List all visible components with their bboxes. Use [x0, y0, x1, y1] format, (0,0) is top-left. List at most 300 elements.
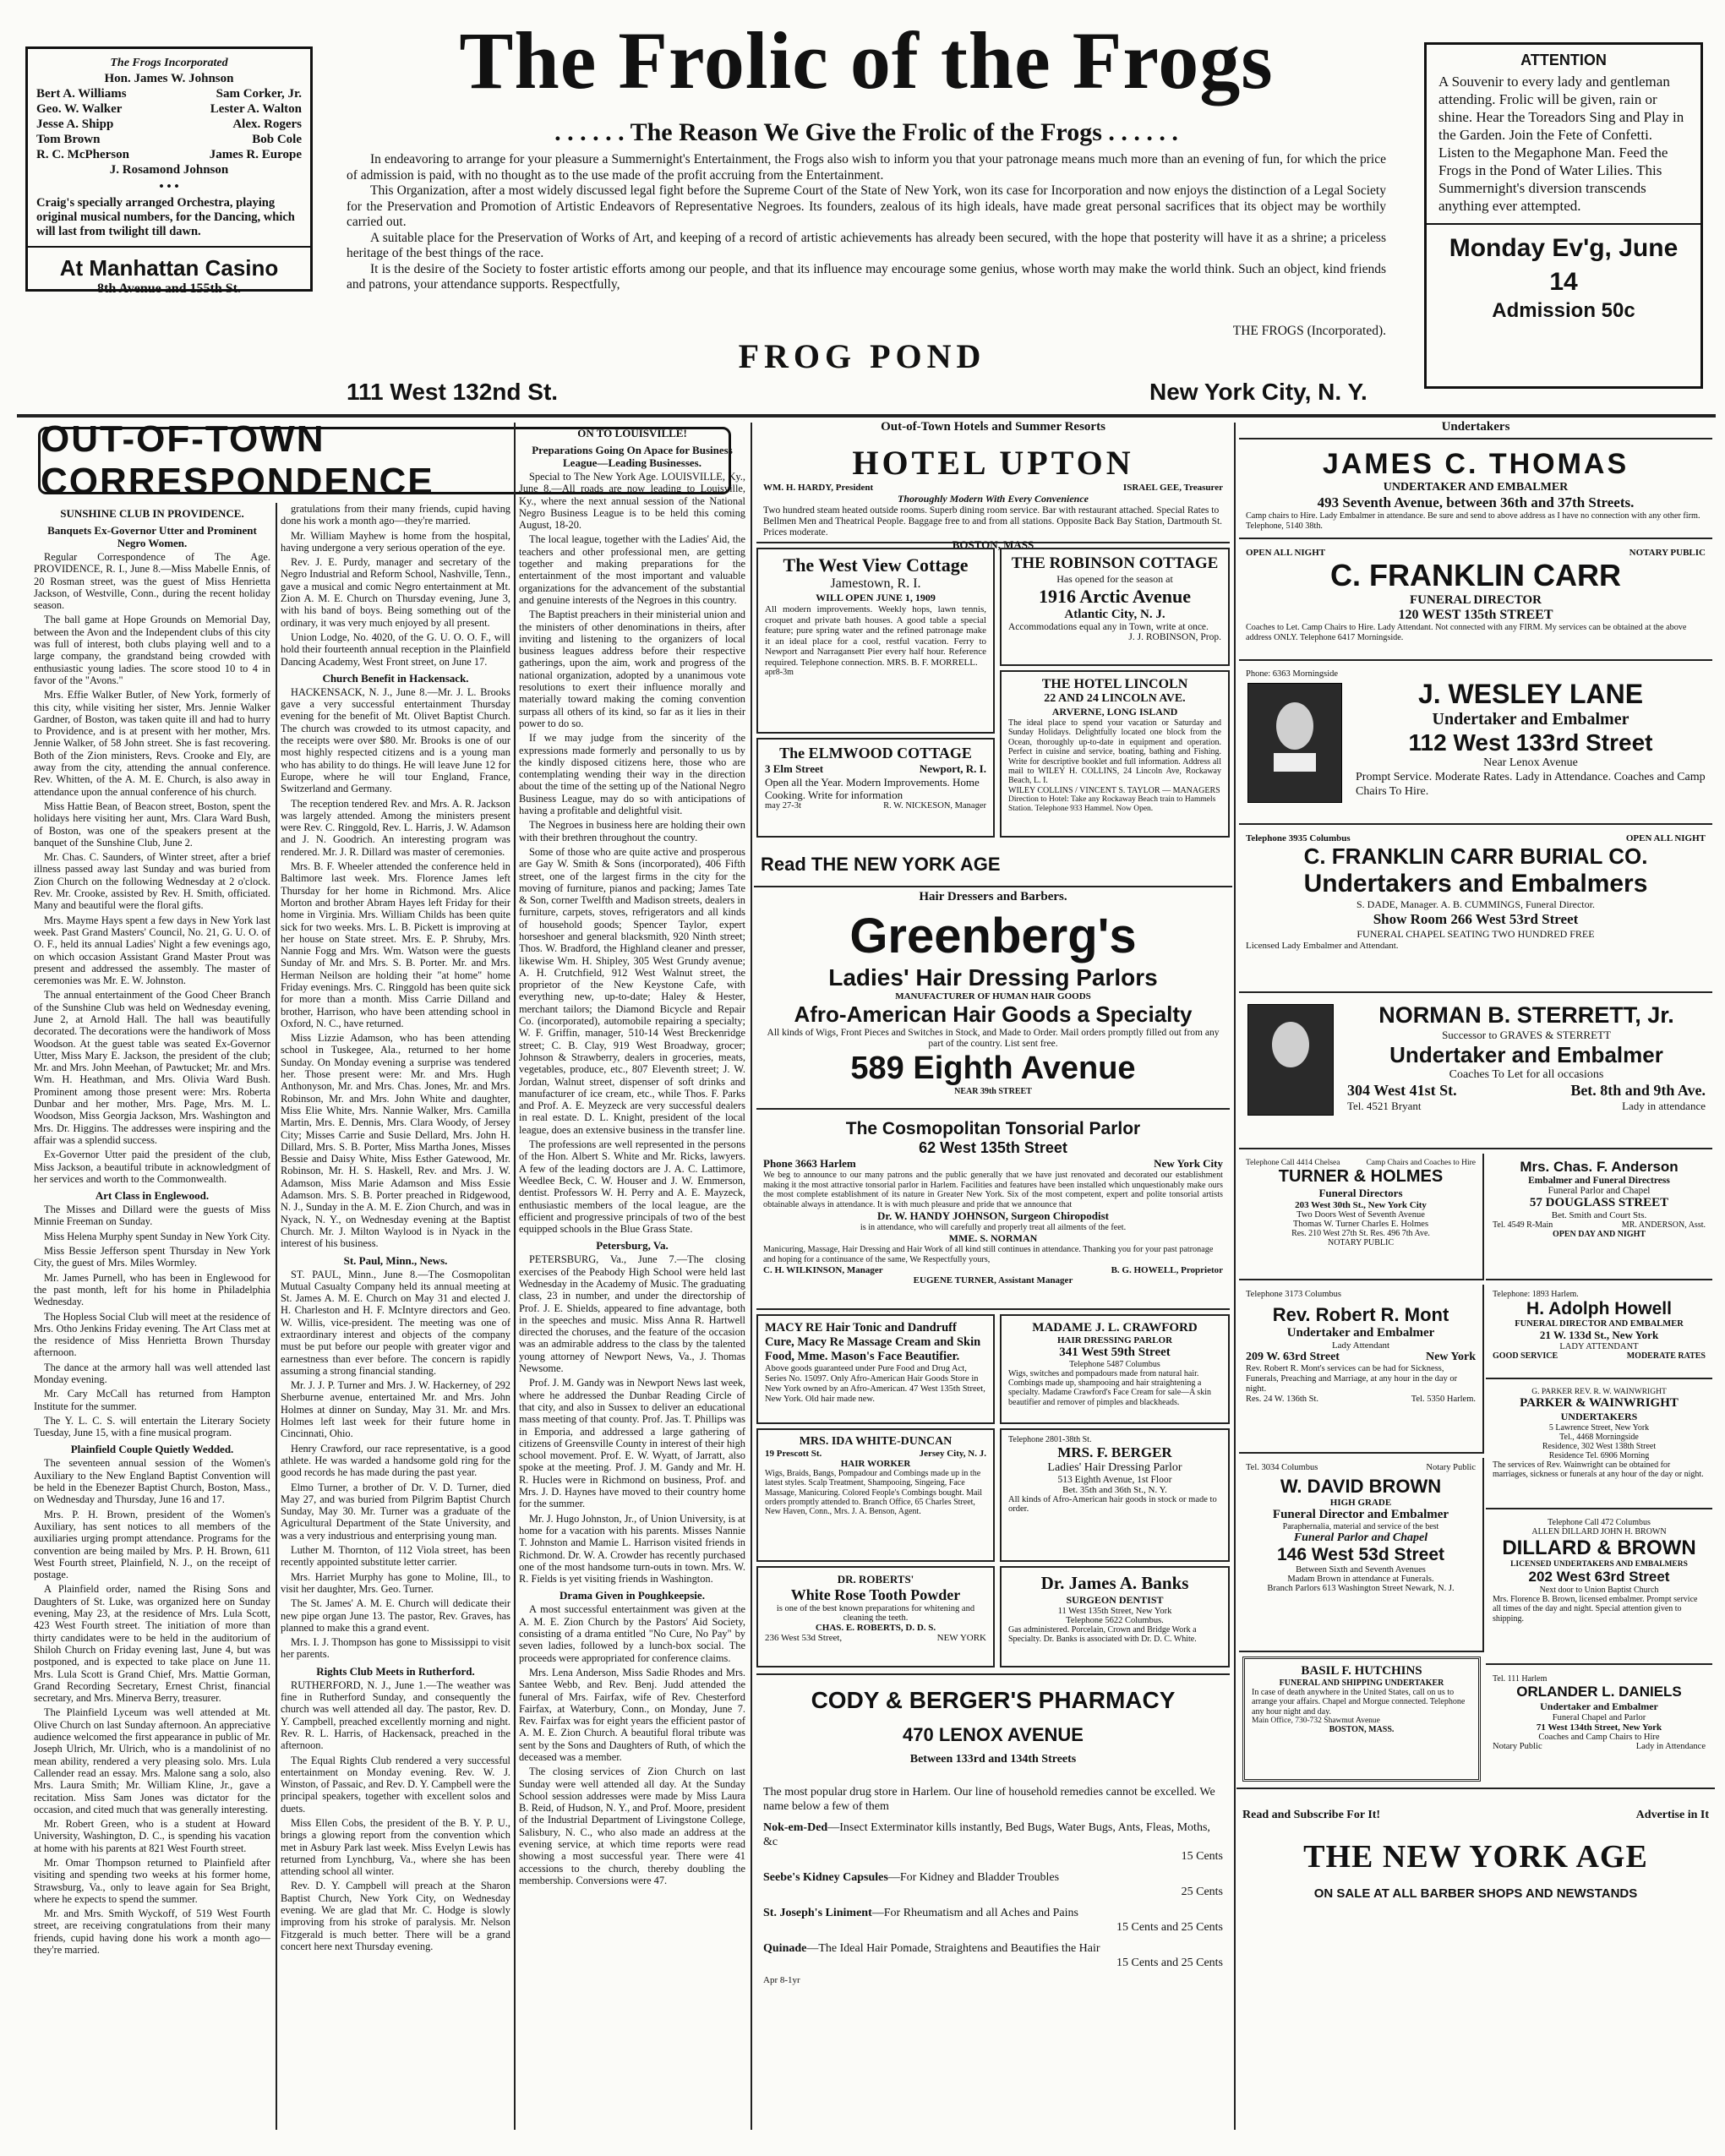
frogs-last-member: J. Rosamond Johnson — [109, 163, 229, 177]
sterrett-coaches: Coaches To Let for all occasions — [1449, 1068, 1604, 1081]
berger-between: Bet. 35th and 36th St., N. Y. — [1062, 1485, 1167, 1495]
mont-sub: Undertaker and Embalmer — [1286, 1326, 1435, 1340]
frogs-member-row — [36, 132, 302, 147]
article-paragraph: The professions are well represented in the persons of the Hon. Albert S. White and Mr. Ricks, lawyers. A few of the leading doctors are J. A. C. Lattimore, Weedlee Beck, C. W. Houser and J. W. Emmerson, dentist. Professors W. H. Perry and A. E. Mayzeck, enthusiastic members of the local league, are the efficient and progressive principals of two of the best equipped schools in the Blue Grass State. — [519, 1138, 745, 1236]
article-paragraph: The St. James' A. M. E. Church will dedicate their new pipe organ June 13. The pastor, Rev. Graves, has planned to make this a grand event. — [281, 1597, 510, 1634]
parker-tel: Tel., 4468 Morningside — [1559, 1433, 1639, 1442]
carr-burial-ad — [1239, 828, 1712, 993]
cosmo-norman: MME. S. NORMAN — [948, 1232, 1038, 1245]
masthead-paragraph: A suitable place for the Preservation of Works of Art, and keeping of a record of artistic achievements has already been secured, with the hope that posterity will have it as a shrine; a priceless heritage of the best things of the race. — [347, 230, 1386, 260]
carr-burial-officers: S. DADE, Manager. A. B. CUMMINGS, Funeral Director. — [1357, 898, 1595, 910]
pharmacy-item-price: 25 Cents — [1181, 1886, 1223, 1898]
footer-right: Advertise in It — [1635, 1809, 1709, 1821]
article-paragraph: Rev. D. Y. Campbell will preach at the Sharon Baptist Church, New York City, on Wednesday evening. We are glad that Mr. C. Hodge is slowly improving from his stroke of paralysis. Mr. Nelson Fitzgerald is much better. There will be a grand concert here next Thursday evening. — [281, 1880, 510, 1952]
article-paragraph: The dance at the armory hall was well attended last Monday evening. — [34, 1361, 270, 1385]
brown-notary: Notary Public — [1426, 1463, 1476, 1472]
greenberg-line3: Afro-American Hair Goods a Specialty — [794, 1002, 1193, 1027]
pharmacy-item-desc: —Insect Exterminator kills instantly, Bed Bugs, Water Bugs, Ants, Fleas, Moths, &c — [763, 1821, 1210, 1848]
frogs-member: Geo. W. Walker — [36, 102, 123, 116]
sterrett-address: 304 West 41st St. — [1347, 1082, 1457, 1099]
anderson-parlor: Funeral Parlor and Chapel — [1548, 1186, 1651, 1196]
greenberg-address: 589 Eighth Avenue — [850, 1051, 1136, 1086]
berger-sub: Ladies' Hair Dressing Parlor — [1047, 1461, 1182, 1474]
pharmacy-item — [763, 1820, 1223, 1864]
masthead-paragraph: This Organization, after a most widely discussed legal fight before the Supreme Court of the State of New York, won its case for Incorporation and now enjoys the distinction of a Legal Society for the Preservation and Promotion of Artistic Endeavors of Representative Negroes. Its founders, zealous of its high ideals, have made great personal sacrifices that its object may be worthily carried out. — [347, 183, 1386, 229]
pharmacy-item-name: Nok-em-Ded — [763, 1821, 828, 1834]
lane-body: Prompt Service. Moderate Rates. Lady in Attendance. Coaches and Camp Chairs To Hire. — [1356, 771, 1706, 798]
article-paragraph: Miss Hattie Bean, of Beacon street, Boston, spent the holidays here visiting her aunt, Mrs. Clara Ward Bush, of Boston, was one of the speakers present at the banquet of the Sunshine Club, June 2. — [34, 800, 270, 849]
thomas-ad — [1239, 438, 1712, 539]
article-paragraph: If we may judge from the sincerity of the expressions made formerly and personally to us by the kindly disposed citizens here, those who are contemplating wending their way in the direction about the time of the setting up of the National Negro Business League, may do so with anticipations of having a profitable and delightful visit. — [519, 732, 745, 817]
signature: THE FROGS (Incorporated). — [1232, 324, 1386, 338]
frogs-member: R. C. McPherson — [36, 148, 129, 161]
robinson-cottage-ad — [1000, 548, 1230, 666]
frogs-member-row — [36, 147, 302, 162]
article-paragraph: Mrs. B. F. Wheeler attended the conference held in Baltimore last week. Mrs. Florence James left Thursday for her home in Richmond. Mrs. Alice Morton and brother Abram Hayes left Friday for their home in Virginia. Mrs. William Childs has been quite sick for two weeks. Mrs. L. B. Pickett is improving at her house on State street. Mrs. E. P. Shruby, Mrs. Nannie Fogg and Mrs. Wm. Watson were the guests Sunday of Mr. and Mrs. S. B. Porter. Mr. and Mrs. Herman Neilson are holding their "at home" home Friday evenings. Mrs. C. Ringgold has been quite sick for more than a month. Miss Carrie Dilland and brother, Harrison, who have been attending school in Oxford, N. C., have returned. — [281, 860, 510, 1029]
article-heading: Petersburg, Va. — [596, 1239, 669, 1253]
undertakers-section-title: Undertakers — [1441, 420, 1510, 434]
masthead-subtitle: . . . . . . The Reason We Give the Frolic of the Frogs . . . . . . — [554, 118, 1178, 146]
hotel-upton-tag: Thoroughly Modern With Every Convenience — [897, 493, 1089, 505]
venue-address: 8th Avenue and 155th St. — [97, 281, 241, 296]
frogs-member-row — [36, 86, 302, 101]
roberts-product: White Rose Tooth Powder — [790, 1586, 961, 1603]
elmwood-address: 3 Elm Street — [765, 762, 824, 775]
dillard-next: Next door to Union Baptist Church — [1539, 1586, 1659, 1595]
barbers-section-title: Hair Dressers and Barbers. — [919, 890, 1067, 903]
roberts-name: DR. ROBERTS' — [837, 1573, 914, 1586]
brown-madam: Madam Brown in attendance at Funerals. — [1287, 1575, 1434, 1584]
mont-ad — [1239, 1285, 1484, 1454]
hutchins-ad — [1242, 1657, 1481, 1782]
article-paragraph: The Y. L. C. S. will entertain the Literary Society Tuesday, June 15, with a fine musical program. — [34, 1414, 270, 1439]
pharmacy-item-price: 15 Cents and 25 Cents — [1116, 1957, 1223, 1969]
article-heading: Banquets Ex-Governor Utter and Prominent Negro Women. — [47, 524, 257, 549]
carr-address: 120 WEST 135th STREET — [1398, 608, 1553, 622]
read-new-york-age: Read THE NEW YORK AGE — [761, 854, 1001, 875]
macyre-ad — [756, 1314, 995, 1424]
anderson-ad — [1486, 1154, 1712, 1280]
hotels-section-title: Out-of-Town Hotels and Summer Resorts — [881, 420, 1105, 434]
carr-burial-phone: Telephone 3935 Columbus — [1246, 833, 1351, 843]
turner-phone: Telephone Call 4414 Chelsea — [1246, 1159, 1340, 1167]
crawford-phone: Telephone 5487 Columbus — [1069, 1360, 1160, 1369]
hotel-lincoln-ad — [1000, 670, 1230, 838]
address-right: New York City, N. Y. — [1149, 379, 1367, 405]
banks-sub: SURGEON DENTIST — [1066, 1594, 1164, 1606]
robinson-name: THE ROBINSON COTTAGE — [1011, 554, 1219, 572]
admission-price: Admission 50c — [1492, 299, 1635, 322]
dillard-body: Mrs. Florence B. Brown, licensed embalmer. Prompt service all times of the day and night. Special attention given to shipping. — [1493, 1595, 1698, 1624]
brown-between: Between Sixth and Seventh Avenues — [1296, 1565, 1426, 1575]
article-heading: Church Benefit in Hackensack. — [322, 671, 469, 685]
mont-res: Res. 24 W. 136th St. — [1246, 1395, 1319, 1404]
frogs-member-row — [36, 101, 302, 117]
sterrett-succ: Successor to GRAVES & STERRETT — [1442, 1029, 1611, 1041]
carr-burial-show: Show Room 266 West 53rd Street — [1373, 911, 1579, 927]
turner-city: , New York City — [1363, 1200, 1427, 1210]
address-left: 111 West 132nd St. — [347, 379, 559, 405]
article-paragraph: Prof. J. M. Gandy was in Newport News last week, where he addressed the Dunbar Reading Circle of that city, and also in Sussex to deliver an educational mass meeting of that county. Prof. Jas. T. Phillips was in Emporia, and addressed a large gathering of citizens of Greensville County in interest of their high school movement. Prof. E. W. Wyatt, of Jarratt, also spoke at the meeting. Prof. J. M. Gandy and Mr. H. R. Hucles were in Richmond on business, Prof. and Mrs. J. D. Haynes have moved to their country home for the summer. — [519, 1377, 745, 1510]
article-paragraph: The annual entertainment of the Good Cheer Branch of the Sunshine Club was held on Wednesday evening, June 2, at Arnold Hall. The hall was beautifully decorated. The decorations were the handiwork of Moss Woodson. At the guest table was seated Ex-Governor Utter, Miss Mary E. Jackson, the president of the club; Mr. and Mrs. John Meehan, of Pawtucket; Mr. and Mrs. Wm. H. Heathman, and Mrs. Olivia Ward Bush. Prominent among those present were: Mrs. Roberta Dunbar and her mother, Mrs. Page, Mrs. M. L. Woodson, Miss Georgia Jackson, Mrs. Washington and Mrs. Dr. Higgins. The addresses were inspiring and the affair was a splendid success. — [34, 989, 270, 1146]
mont-address: 209 W. 63rd Street — [1246, 1351, 1340, 1363]
brown-address: 146 West 53d Street — [1276, 1545, 1445, 1564]
white-duncan-ad — [756, 1428, 995, 1562]
banks-body: Gas administered. Porcelain, Crown and Bridge Work a Specialty. Dr. Banks is associated with Dr. D. C. White. — [1008, 1625, 1197, 1645]
frogs-president: Hon. James W. Johnson — [104, 72, 234, 85]
cosmopolitan-parlor-ad — [756, 1114, 1230, 1310]
article-heading: Art Class in Englewood. — [95, 1189, 210, 1203]
cosmo-assistant: EUGENE TURNER, Assistant Manager — [913, 1274, 1073, 1285]
hotel-upton-city: BOSTON, MASS — [952, 538, 1034, 551]
carr-burial-name: C. FRANKLIN CARR BURIAL CO. — [1303, 843, 1648, 869]
pharmacy-item-price: 15 Cents and 25 Cents — [1116, 1921, 1223, 1934]
daniels-tel: Tel. 111 Harlem — [1493, 1674, 1548, 1684]
article-paragraph: Elmo Turner, a brother of Dr. V. D. Turner, died May 27, and was buried from Pilgrim Baptist Church Sunday, May 30. Mr. Turner was a graduate of the Agricultural Department of the State University, and was a very industrious and enterprising young man. — [281, 1481, 510, 1542]
correspondence-column-2 — [281, 503, 510, 2130]
daniels-lady: Lady in Attendance — [1635, 1742, 1706, 1751]
parker-sub: UNDERTAKERS — [1560, 1411, 1638, 1422]
pharmacy-item-name: Seebe's Kidney Capsules — [763, 1871, 888, 1884]
crawford-ad — [1000, 1314, 1230, 1424]
correspondence-title: OUT-OF-TOWN CORRESPONDENCE — [41, 418, 434, 502]
sterrett-name: NORMAN B. STERRETT, Jr. — [1378, 1002, 1674, 1028]
lane-sub: Undertaker and Embalmer — [1432, 710, 1629, 729]
crawford-name: MADAME J. L. CRAWFORD — [1032, 1321, 1198, 1335]
crawford-sub: HAIR DRESSING PARLOR — [1056, 1335, 1173, 1345]
frogs-member-row — [36, 117, 302, 132]
article-paragraph: Mr. Omar Thompson returned to Plainfield after visiting and spending two weeks at his former home, Strawsburg, Va., only to leave again for Sea Bright, where he expects to spend the summer. — [34, 1856, 270, 1905]
mont-lady: Lady Attendant — [1331, 1340, 1390, 1351]
lane-address: 112 West 133rd Street — [1408, 729, 1653, 756]
article-paragraph: Special to The New York Age. LOUISVILLE, Ky., June 8.—All roads are now leading to Louisville, Ky., where the next annual session of the National Negro Business League is to be held this coming August, 18-20. — [519, 471, 745, 532]
sterrett-phone: Tel. 4521 Bryant — [1347, 1100, 1422, 1112]
berger-phone: Telephone 2801-38th St. — [1008, 1435, 1092, 1444]
cosmo-doctor-body: is in attendance, who will carefully and properly treat all ailments of the feet. — [860, 1223, 1127, 1233]
pharmacy-name: CODY & BERGER'S PHARMACY — [811, 1687, 1176, 1713]
robinson-prop: J. J. ROBINSON, Prop. — [1128, 632, 1221, 642]
elmwood-body: Open all the Year. Modern Improvements. Home Cooking. Write for information — [765, 776, 980, 801]
greenberg-body: All kinds of Wigs, Front Pieces and Switches in Stock, and Made to Order. Mail orders promptly filled out from any part of the country. List sent free. — [767, 1028, 1220, 1049]
cosmo-proprietor: B. G. HOWELL, Proprietor — [1111, 1264, 1223, 1275]
hutchins-office: Main Office, 730-732 Shawmut Avenue — [1252, 1717, 1380, 1726]
macyre-name: MACY RE Hair Tonic and Dandruff Cure, Macy Re Massage Cream and Skin Food, Mme. Mason's Face Beautifier. — [765, 1321, 981, 1363]
turner-address: 203 West 30th St. — [1295, 1200, 1364, 1210]
article-paragraph: Ex-Governor Utter paid the president of the club, Miss Jackson, a beautiful tribute in acknowledgment of her services and worth to the Commonwealth. — [34, 1149, 270, 1185]
article-paragraph: Mr. and Mrs. Smith Wyckoff, of 519 West Fourth street, are receiving congratulations from their many friends, cupid having done his work a month ago—they're married. — [34, 1908, 270, 1957]
article-heading: SUNSHINE CLUB IN PROVIDENCE. — [60, 507, 244, 520]
article-paragraph: Luther M. Thornton, of 112 Viola street, has been recently appointed substitute letter carrier. — [281, 1544, 510, 1569]
cosmo-phone: Phone 3663 Harlem — [763, 1157, 856, 1170]
lane-portrait — [1247, 683, 1342, 803]
brown-name: W. DAVID BROWN — [1280, 1476, 1442, 1497]
sterrett-lady: Lady in attendance — [1622, 1100, 1706, 1112]
mont-body: Rev. Robert R. Mont's services can be had for Sickness, Funerals, Preaching and Marriage, at any hour in the day or night. — [1246, 1364, 1458, 1394]
lincoln-address: 22 AND 24 LINCOLN AVE. — [1044, 692, 1186, 705]
article-paragraph: The Baptist preachers in their ministerial union and the ministers of other denominations in theirs, after inviting and listening to the organizers of local business leagues address before their respective gatherings, upon the aim, work and progress of the national organization, adopted by a unanimous vote resolutions to exert their influence morally and materially toward making the coming convention surpass all others of its kind, so far as it lies in their power to do so. — [519, 609, 745, 729]
frogs-member: James R. Europe — [209, 148, 302, 161]
article-paragraph: The ball game at Hope Grounds on Memorial Day, between the Avon and the Independent clubs of this city was full of interest, both clubs playing well and to a large company, the grandstand being crowded with enthusiastic young ladies. The score stood 10 to 4 in favor of the "Avons." — [34, 614, 270, 686]
article-paragraph: Some of those who are quite active and prosperous are Gay W. Smith & Sons (incorporated), 406 Fifth street, one of the largest firms in the city for the moving of furniture, pianos and packing; James Tate & Son, corner Twelfth and Madison streets, dealers in furniture, carpets, stoves, refrigerators and all kinds of household goods; Spencer Taylor, expert horseshoer and general blacksmith, 920 Ninth street; Thos. W. Bradford, the Highland cleaner and presser, likewise Wm. H. Shipley, 305 West Grundy avenue; A. H. Crutchfield, 912 West Walnut street, the proprietor of the New Keystone Cafe, with everything new, up-to-date; Haley & Hester, merchant tailors; the Diamond Bicycle and Repair Co. (incorporated), automobile repairing a specialty; W. F. Griffin, manager, 510-14 West Breckenridge street; C. B. Clay, 919 West Broadway, grocer; Johnson & Strawberry, dealers in groceries, meats, vegetables, produce, etc., 807 Eleventh street; J. W. Jordan, Walnut street, dispenser of soft drinks and manufacturer of ice cream, etc., while Thos. F. Parks and Prof. A. E. Meyzeck are very successful dealers in real estate. D. L. Knight, president of the local league, does an extensive business in the transfer line. — [519, 845, 745, 1136]
anderson-address: 57 DOUGLASS STREET — [1529, 1196, 1669, 1209]
article-paragraph: The seventeen annual session of the Women's Auxiliary to the New England Baptist Convention will be held in the Ebenezer Baptist Church, Boston, Mass., on Wednesday and Thursday, June 16 and 17. — [34, 1457, 270, 1506]
elmwood-name: The ELMWOOD COTTAGE — [779, 745, 972, 761]
parker-body: The services of Rev. Wainwright can be obtained for marriages, sickness or funerals at any hour of the day or night. — [1493, 1460, 1704, 1480]
turner-sub: Funeral Directors — [1318, 1187, 1403, 1199]
dillard-names: ALLEN DILLARD JOHN H. BROWN — [1531, 1527, 1667, 1536]
masthead-title: The Frolic of the Frogs — [459, 15, 1274, 106]
roberts-seller: CHAS. E. ROBERTS, D. D. S. — [815, 1623, 936, 1633]
attention-box — [1424, 42, 1703, 389]
brown-tel: Tel. 3034 Columbus — [1246, 1463, 1318, 1472]
howell-name: H. Adolph Howell — [1526, 1299, 1672, 1318]
article-paragraph: Henry Crawford, our race representative, is a good athlete. He was warded a handsome gold ring for the good records he has made during the past year. — [281, 1442, 510, 1479]
greenberg-mfr: MANUFACTURER OF HUMAN HAIR GOODS — [895, 991, 1091, 1002]
dillard-address: 202 West 63rd Street — [1528, 1569, 1670, 1585]
article-paragraph: The local league, together with the Ladies' Aid, the teachers and other professional men, are getting together and making preparations for the entertainment of the most important and valuable organizations for the advancement of the substantial and genuine interests of the Negroes in this country. — [519, 533, 745, 606]
footer-sale: ON SALE AT ALL BARBER SHOPS AND NEWSTANDS — [1313, 1886, 1638, 1901]
anderson-name: Mrs. Chas. F. Anderson — [1520, 1159, 1679, 1175]
daniels-sub: Undertaker and Embalmer — [1540, 1700, 1658, 1712]
cosmo-body: We beg to announce to our many patrons and the public generally that we have just renovated and decorated our establishment making it the most attractive tonsorial parlor in Harlem. Facilities and features have been installed which unquestionably make ours the most complete establishment of its nature in Greater New York. Six of the most competent, expert and polite tonsorial artists obtainable always in attendance. It is with much pleasure and pride that we announce that — [763, 1171, 1223, 1209]
article-heading: Drama Given in Poughkeepsie. — [560, 1589, 705, 1602]
lincoln-direction: Direction to Hotel: Take any Rockaway Beach train to Hammels Station. Telephone 933 Hammel. Now Open. — [1008, 794, 1216, 813]
masthead-paragraph: In endeavoring to arrange for your pleasure a Summernight's Entertainment, the Frogs also wish to inform you that your patronage means much more than an evening of fun, for which the price of admission is paid, with no thought as to the use made of the profit accruing from the Entertainment. — [347, 152, 1386, 183]
carr-notary: NOTARY PUBLIC — [1629, 548, 1706, 558]
article-paragraph: The Hopless Social Club will meet at the residence of Mrs. Otho Jenkins Friday evening. The Art Class met at the residence of Miss Henrietta Brown Thursday afternoon. — [34, 1310, 270, 1359]
attention-title: ATTENTION — [1520, 52, 1607, 68]
turner-names: Thomas W. Turner Charles E. Holmes — [1292, 1220, 1429, 1229]
lincoln-name: THE HOTEL LINCOLN — [1041, 677, 1188, 691]
parker-wainwright-ad — [1486, 1383, 1712, 1509]
article-paragraph: Mr. J. Hugo Johnston, Jr., of Union University, is at home for a vacation with his parents. Misses Nannie T. Johnston and Mamie L. Harrison visited friends in Richmond. Dr. W. A. Crowder has recently purchased one of the most handsome turn-outs in town. Mrs. W. R. Fields is yet visiting friends in Washington. — [519, 1512, 745, 1586]
greenberg-near: NEAR 39th STREET — [954, 1087, 1032, 1096]
footer-promo — [1242, 1809, 1709, 1822]
frogs-member: Bob Cole — [252, 133, 302, 146]
article-paragraph: Mr. William Mayhew is home from the hospital, having undergone a very serious operation of the eye. — [281, 529, 510, 554]
article-paragraph: ST. PAUL, Minn., June 8.—The Cosmopolitan Mutual Casualty Company held its annual meeting at St. James A. M. E. Church on May 31 and elected J. H. Charleston and H. F. McIntyre directors and Geo. W. Willis, vice-president. The meeting was one of extraordinary interest and objects of the company must be put before our people with greater vigor and earnestness than ever before. The concern is rapidly assuming a strong financial standing. — [281, 1268, 510, 1377]
howell-mod: MODERATE RATES — [1626, 1351, 1706, 1361]
lane-near: Near Lenox Avenue — [1483, 756, 1578, 769]
article-paragraph: The closing services of Zion Church on last Sunday were well attended all day. At the Sunday School session addresses were made by Miss Laura B. Reid, of Hudson, N. Y., and Prof. Moore, president of the Industrial Department of Livingstone College, Salisbury, N. C., who also made an address at the evening service, at which time reports were read showing a most successful year. There were 41 accessions to the church, thereby doubling the membership. Conversions were 47. — [519, 1766, 745, 1886]
dillard-name: DILLARD & BROWN — [1502, 1536, 1696, 1559]
robinson-city: Atlantic City, N. J. — [1064, 608, 1165, 621]
article-paragraph: RUTHERFORD, N. J., June 1.—The weather was fine in Rutherford Sunday, and consequently the church was well attended all day. The pastor, Rev. D. Y. Campbell, preached excellently morning and night. Rev. R. L. Harris, of Hackensack, preached in the afternoon. — [281, 1678, 510, 1752]
pharmacy-items — [763, 1820, 1223, 1970]
hutchins-city: BOSTON, MASS. — [1329, 1725, 1395, 1735]
banks-name: Dr. James A. Banks — [1040, 1573, 1189, 1593]
roberts-city: NEW YORK — [936, 1633, 986, 1643]
pharmacy-code: Apr 8-1yr — [763, 1975, 800, 1985]
hotel-upton-president: WM. H. HARDY, President — [763, 483, 874, 493]
lane-ad — [1239, 664, 1712, 825]
article-paragraph: Mrs. Harriet Murphy has gone to Moline, Ill., to visit her daughter, Mrs. Geo. Turner. — [281, 1570, 510, 1595]
article-paragraph: HACKENSACK, N. J., June 8.—Mr. J. L. Brooks gave a very successful entertainment Thursday evening for the benefit of Mt. Olivet Baptist Church. The church was crowded to its utmost capacity, and the receipts were over $80. Mr. Brooks is one of our most highly respected citizens and is a young man who has ability to do things. He will leave June 12 for Europe, where he will tour England, France, Switzerland and Germany. — [281, 685, 510, 795]
article-paragraph: The Plainfield Lyceum was well attended at Mt. Olive Church on last Sunday afternoon. An appreciative audience welcomed the first appearance in public of Mr. Joseph Ulrich, Mr. Ulrich, who is a mandolinist of no mean ability, rendered a very pleasing solo. Mrs. Lula Callender read an essay. Mrs. Malone sang a solo, also Mrs. Laura Smith; Mr. William Kline, Jr., gave a recitation. Miss Sam Jones was dictator for the occasion, and cited much that was generally interesting. — [34, 1706, 270, 1815]
carr-burial-licensed: Licensed Lady Embalmer and Attendant. — [1246, 941, 1399, 951]
roberts-body: is one of the best known preparations for whitening and cleaning the teeth. — [776, 1604, 975, 1623]
daniels-chapel: Funeral Chapel and Parlor — [1552, 1713, 1646, 1722]
lincoln-body: The ideal place to spend your vacation or Saturday and Sunday Holidays. Delightfully located one block from the Ocean, thoroughly up-to-date in equipment and operation. Perfect in cuisine and service, boating, bathing and Fishing. Write for descriptive booklet and full information. Address all mail to WILEY H. COLLINS, 24 Lincoln Ave, Rockaway Beach, L. I. — [1008, 718, 1221, 786]
howell-ad — [1486, 1285, 1712, 1379]
article-paragraph: Miss Bessie Jefferson spent Thursday in New York City, the guest of Mrs. Miles Wormley. — [34, 1245, 270, 1269]
mont-phone: Telephone 3173 Columbus — [1246, 1290, 1342, 1299]
westview-name: The West View Cottage — [783, 554, 969, 576]
frogs-member: Alex. Rogers — [232, 117, 302, 131]
lane-name: J. WESLEY LANE — [1417, 679, 1644, 709]
article-paragraph: Union Lodge, No. 4020, of the G. U. O. O. F., will hold their fourteenth annual reception in the Plainfield Dancing Academy, West Front street, on June 17. — [281, 630, 510, 668]
attention-body: A Souvenir to every lady and gentleman attending. Frolic will be given, rain or shine. Hear the Toreadors Sing and Play in the Garden. Join the Fete of Confetti. Listen to the Megaphone Man. Feed the Frogs in the Pond of Water Lilies. This Summernight's diversion transcends anything ever attempted. — [1438, 74, 1684, 214]
hutchins-body: In case of death anywhere in the United States, call on us to arrange your affairs. Chapel and Morgue connected. Telephone any hour night and day. — [1252, 1688, 1466, 1717]
hutchins-sub: FUNERAL AND SHIPPING UNDERTAKER — [1279, 1678, 1444, 1688]
crawford-address: 341 West 59th Street — [1059, 1345, 1171, 1359]
robinson-address: 1916 Arctic Avenue — [1038, 586, 1192, 607]
article-paragraph: The Negroes in business here are holding their own with their brethren throughout the country. — [519, 819, 745, 843]
hotel-upton-body: Two hundred steam heated outside rooms. Superb dining room service. Bar with restaurant attached. Special Rates to Bellmen Men and Theatrical People. Baggage free to and from all stations. Opposite Back Bay Station, Dartmouth St. Prices moderate. — [763, 505, 1223, 538]
daniels-ad — [1486, 1669, 1712, 1783]
lincoln-city: ARVERNE, LONG ISLAND — [1051, 706, 1178, 718]
elmwood-cottage-ad — [756, 738, 995, 838]
pharmacy-item-desc: —The Ideal Hair Pomade, Straightens and Beautifies the Hair — [806, 1942, 1100, 1955]
greenberg-line2: Ladies' Hair Dressing Parlors — [828, 964, 1158, 991]
berger-ad — [1000, 1428, 1230, 1562]
cosmo-doctor: Dr. W. HANDY JOHNSON, Surgeon Chiropodist — [876, 1209, 1109, 1223]
article-paragraph: Miss Lizzie Adamson, who has been attending school in Tuskegee, Ala., returned to her home Sunday. On Monday evening a surprise was tendered her. Those present were: Mr. and Mrs. Hugh Anthonyson, Mr. and Mrs. Chas. Jones, Mr. and Mrs. Robinson, Mr. and Mrs. John White and daughter, Miss Elie White, Mrs. Nannie Walker, Mrs. Camilla Martin, Mrs. E. Dennis, Mrs. Clara Woody, of Jersey City; Misses Carrie and Susie Dellard, Mrs. John H. Dillard, Mrs. S. B. Porter, Miss Martha Jones, Misses Bessie and Daisy White, Miss Esther Gatewood, Mr. Robinson, Mr. H. S. Haskell, Rev. and Mrs. J. W. Adamson, Miss Marie Adamson and Miss Essie Adamson. Mrs. S. B. Porter preached in Ridgewood, N. J., Sunday in the A. M. E. Zion Church, and was in Nyack, N. Y., on Wednesday evening at the Baptist Church. Mr. J. Milton Waylood is in Nyack in the interest of his business. — [281, 1032, 510, 1250]
cosmo-norman-body: Manicuring, Massage, Hair Dressing and Hair Work of all kind still continues in attendance. Thanking you for your past patronage and hoping for a continuance of the same, We Respectfully yours, — [763, 1245, 1214, 1264]
duncan-address: 19 Prescott St. — [765, 1449, 822, 1459]
divider-dots: • • • — [159, 180, 179, 194]
article-heading: Plainfield Couple Quietly Wedded. — [70, 1443, 234, 1456]
carr-name: C. FRANKLIN CARR — [1330, 558, 1621, 592]
pharmacy-item-name: Quinade — [763, 1942, 807, 1955]
article-paragraph: Mr. James Purnell, who has been in Englewood for the past month, left for his home in Philadelphia Wednesday. — [34, 1271, 270, 1308]
carr-burial-chapel: FUNERAL CHAPEL SEATING TWO HUNDRED FREE — [1357, 928, 1595, 940]
thomas-name: JAMES C. THOMAS — [1322, 448, 1629, 480]
thomas-body: Camp chairs to Hire. Lady Embalmer in attendance. Be sure and send to above address as I have no connection with any other firm. Telephone, 5140 38th. — [1246, 511, 1700, 531]
cosmo-city: New York City — [1154, 1157, 1223, 1170]
article-paragraph: Rev. J. E. Purdy, manager and secretary of the Negro Industrial and Reform School, Nashville, Tenn., gave a musical and comic Negro entertainment at Mt. Zion A. M. E. Church on Thursday evening, June 3, with his band of boys. Being something out of the ordinary, it was very much enjoyed by all present. — [281, 556, 510, 629]
article-paragraph: Mrs. Mayme Hays spent a few days in New York last week. Past Grand Masters' Council, No. 21, G. U. O. of O. F., held its annual Ladies' Night a few evenings ago, on which occasion Assistant Grand Master Prout was present and addressed the assembly. The master of ceremonies was Mr. E. W. Johnston. — [34, 914, 270, 987]
anderson-between: Bet. Smith and Court Sts. — [1551, 1210, 1647, 1220]
brown-para: Paraphernalia, material and service of the best — [1282, 1522, 1439, 1531]
elmwood-city: Newport, R. I. — [919, 762, 986, 775]
parker-address: 5 Lawrence Street, New York — [1548, 1423, 1650, 1433]
greenberg-ad — [756, 907, 1230, 1110]
banks-phone: Telephone 5622 Columbus. — [1066, 1616, 1164, 1625]
article-paragraph: Mrs. Effie Walker Butler, of New York, formerly of this city, while visiting her sister, Mrs. Jennie Walker Gardner, of Boston, was taken quite ill and had to hurry to Providence, and is at present with her mother, Mrs. Jennie Walker, of 58 John street. She is fast recovering. Both of the Zion ministers, Revs. Crooke and Ely, are away from the city, attending the annual conference. Rev. Whitten, of the A. M. E. Church, is also away in attendance upon the annual conference of his church. — [34, 689, 270, 798]
turner-name: TURNER & HOLMES — [1278, 1167, 1444, 1186]
article-paragraph: The Misses and Dillard were the guests of Miss Minnie Freeman on Sunday. — [34, 1204, 270, 1228]
turner-hire: Camp Chairs and Coaches to Hire — [1366, 1159, 1476, 1167]
article-paragraph: Mrs. P. H. Brown, president of the Women's Auxiliary, has sent notices to all members of the auxiliaries urging prompt attendance. Programs for the convention are being mailed by Mrs. P. H. Brown, 611 West Fourth street, Plainfield, N. J., on the receipt of postage. — [34, 1508, 270, 1581]
frogs-member: Lester A. Walton — [210, 102, 302, 116]
berger-body: All kinds of Afro-American hair goods in stock or made to order. — [1008, 1495, 1217, 1514]
sterrett-portrait — [1247, 1004, 1334, 1116]
article-paragraph: Miss Ellen Cobs, the president of the B. Y. P. U., brings a glowing report from the convention which met in Asbury Park last week. Miss Evelyn Lewis has returned from Lynchburg, Va., where she has been attending school all winter. — [281, 1816, 510, 1878]
event-date: Monday Ev'g, June 14 — [1449, 234, 1679, 296]
footer-paper-name: THE NEW YORK AGE — [1303, 1839, 1648, 1875]
portrait-face — [1276, 702, 1313, 750]
hotel-upton-treasurer: ISRAEL GEE, Treasurer — [1122, 483, 1223, 493]
mont-name: Rev. Robert R. Mont — [1272, 1304, 1449, 1325]
pharmacy-item-desc: —For Kidney and Bladder Troubles — [887, 1871, 1060, 1884]
article-heading: ON TO LOUISVILLE! — [577, 427, 687, 439]
article-paragraph: A most successful entertainment was given at the A. M. E. Zion Church by the Pastors' Aid Society, consisting of a drama entitled "No Cure, No Pay" by seven ladies, followed by a lunch-box social. The proceeds were appropriated for conference claims. — [519, 1603, 745, 1664]
banks-address: 11 West 135th Street, New York — [1057, 1607, 1172, 1616]
westview-place: Jamestown, R. I. — [830, 576, 921, 591]
carr-burial-open: OPEN ALL NIGHT — [1625, 833, 1706, 843]
brown-ad — [1239, 1458, 1484, 1652]
turner-two: Two Doors West of Seventh Avenue — [1296, 1210, 1425, 1220]
parker-res2: Residence Tel. 6906 Morning — [1548, 1451, 1650, 1460]
article-paragraph: The Equal Rights Club rendered a very successful entertainment on Monday evening. Rev. W. J. Winston, of Passaic, and Rev. D. Y. Campbell were the principal speakers, together with excellent solos and duets. — [281, 1754, 510, 1815]
article-heading: Preparations Going On Apace for Business League—Leading Businesses. — [532, 444, 733, 469]
carr-ad — [1239, 543, 1712, 661]
pharmacy-item-desc: —For Rheumatism and all Aches and Pains — [871, 1907, 1078, 1919]
westview-open: WILL OPEN JUNE 1, 1909 — [816, 592, 936, 603]
frogs-roster-box — [25, 46, 313, 296]
daniels-address: 71 West 134th Street, New York — [1536, 1722, 1662, 1733]
frogs-member: Sam Corker, Jr. — [216, 87, 302, 101]
article-paragraph: Mr. Robert Green, who is a student at Howard University, Washington, D. C., is spending his vacation at home with his parents at 821 West Fourth street. — [34, 1818, 270, 1854]
article-paragraph: Mrs. I. J. Thompson has gone to Mississippi to visit her parents. — [281, 1636, 510, 1661]
duncan-name: MRS. IDA WHITE-DUNCAN — [799, 1435, 953, 1448]
howell-good: GOOD SERVICE — [1493, 1351, 1559, 1361]
pharmacy-between: Between 133rd and 134th Streets — [909, 1753, 1077, 1766]
cosmo-address: 62 West 135th Street — [919, 1139, 1067, 1156]
anderson-phone: Tel. 4549 R-Main — [1493, 1220, 1553, 1230]
parker-res: Residence, 302 West 138th Street — [1542, 1442, 1657, 1451]
pharmacy-address: 470 LENOX AVENUE — [903, 1724, 1084, 1745]
pharmacy-item-price: 15 Cents — [1181, 1850, 1223, 1863]
carr-burial-sub: Undertakers and Embalmers — [1303, 870, 1648, 898]
article-paragraph: Mr. J. J. P. Turner and Mrs. J. W. Hackerney, of 292 Sherburne avenue, entertained Mr. and Mrs. John Holmes at dinner on Sunday, May 31. Mr. and Mrs. Holmes left last week for their future home in Cincinnati, Ohio. — [281, 1379, 510, 1440]
greenberg-name: Greenberg's — [849, 909, 1137, 963]
article-paragraph: Regular Correspondence of The Age. PROVIDENCE, R. I., June 8.—Miss Mabelle Ennis, of 20 Rosman street, was the guest of Miss Henrietta Jackson, of Westville, Conn., during the recent holiday season. — [34, 551, 270, 612]
parker-name: PARKER & WAINWRIGHT — [1520, 1396, 1679, 1410]
cosmo-name: The Cosmopolitan Tonsorial Parlor — [845, 1119, 1141, 1138]
dillard-phone: Telephone Call 472 Columbus — [1548, 1518, 1651, 1527]
roberts-tooth-powder-ad — [756, 1566, 995, 1667]
hotel-upton-name: HOTEL UPTON — [852, 444, 1134, 482]
correspondence-column-1 — [34, 503, 270, 2130]
article-paragraph: Miss Helena Murphy spent Sunday in New York City. — [44, 1230, 270, 1242]
mont-city: New York — [1426, 1351, 1476, 1363]
portrait-face — [1272, 1022, 1309, 1067]
robinson-body: Accommodations equal any in Town, write at once. — [1008, 622, 1209, 632]
article-paragraph: The reception tendered Rev. and Mrs. A. R. Jackson was largely attended. Among the ministers present were Rev. C. Ringgold, Rev. L. Harris, J. W. Adamson and J. N. Goodrich. An interesting program was rendered. Mr. J. R. Dillard was master of ceremonies. — [281, 797, 510, 858]
frogs-member: Bert A. Williams — [36, 87, 127, 101]
howell-address: 21 W. 133d St., New York — [1539, 1329, 1659, 1341]
brown-branch: Branch Parlors 613 Washington Street Newark, N. J. — [1267, 1584, 1455, 1593]
roberts-address: 236 West 53d Street, — [765, 1633, 843, 1643]
frogs-members — [36, 86, 302, 162]
pharmacy-item — [763, 1870, 1223, 1899]
pharmacy-item — [763, 1906, 1223, 1935]
turner-notary: NOTARY PUBLIC — [1327, 1238, 1394, 1247]
footer-left: Read and Subscribe For It! — [1242, 1809, 1381, 1821]
sterrett-sub: Undertaker and Embalmer — [1389, 1042, 1663, 1067]
frogs-member: Jesse A. Shipp — [36, 117, 114, 131]
mont-tel: Tel. 5350 Harlem. — [1411, 1395, 1476, 1404]
anderson-agent: MR. ANDERSON, Asst. — [1621, 1220, 1706, 1230]
daniels-name: ORLANDER L. DANIELS — [1516, 1684, 1682, 1700]
dillard-sub: LICENSED UNDERTAKERS AND EMBALMERS — [1510, 1560, 1688, 1569]
thomas-sub: UNDERTAKER AND EMBALMER — [1383, 481, 1569, 494]
elmwood-prop: R. W. NICKESON, Manager — [883, 801, 986, 811]
article-paragraph: PETERSBURG, Va., June 7.—The closing exercises of the Peabody High School were held last Wednesday in the Academy of Music. The graduating class, 23 in number, and under the directorship of Prof. J. E. Shields, appeared to fine advantage, both in the speeches and music. Miss Anna R. Hartwell directed the choruses, and the feature of the occasion was an admirable address to the class by the talented young attorney of Newport News, Va., J. Thomas Newsome. — [519, 1253, 745, 1375]
cosmo-manager: C. H. WILKINSON, Manager — [763, 1264, 883, 1275]
